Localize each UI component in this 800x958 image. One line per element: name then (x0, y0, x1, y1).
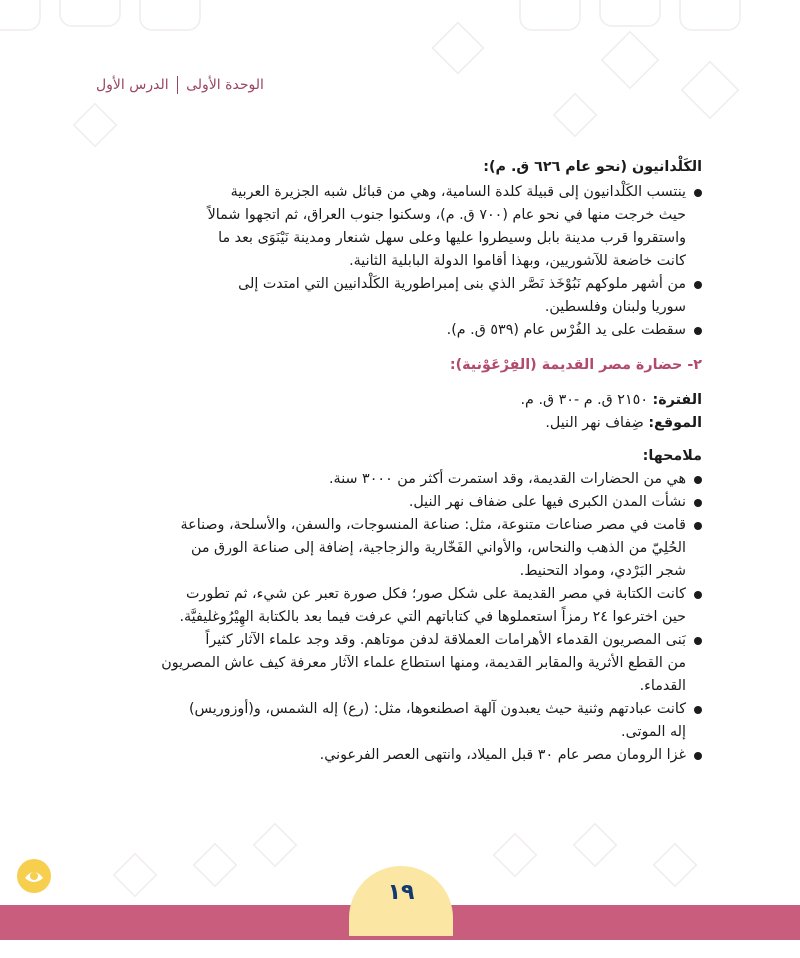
features-label: ملامحها: (642, 448, 702, 464)
text-line: كانت عبادتهم وثنية حيث يعبدون آلهة اصطنعوها، مثل: (رع) إله الشمس، و(أوزوريس) (188, 701, 686, 717)
text-line: غزا الرومان مصر عام ٣٠ قبل الميلاد، وانتهى العصر الفرعوني. (319, 747, 686, 763)
text-line: من أشهر ملوكهم نَبُوْخَذ نَصَّر الذي بنى إمبراطورية الكَلْدانيين التي امتدت إلى (238, 276, 686, 292)
page-content (94, 156, 702, 767)
text-line: سقطت على يد الفُرْس عام (٥٣٩ ق. م). (446, 322, 686, 338)
text-line: سوريا ولبنان وفلسطين. (544, 299, 686, 315)
bullet-chaldeans-origin (94, 181, 702, 273)
egypt-location (94, 412, 702, 435)
page-number: ١٩ (387, 880, 415, 905)
text-line: واستقروا قرب مدينة بابل وسيطروا عليها وعلى سهل شنعار ومدينة نَيْنَوَى بعد ما (218, 230, 686, 246)
text-line: حيث خرجت منها في نحو عام (٧٠٠ ق. م)، وسكنوا جنوب العراق، ثم اتجهوا شمالاً (207, 207, 686, 223)
bullet-feature-1 (94, 468, 702, 491)
publisher-logo-icon (14, 856, 54, 896)
header-separator (177, 76, 179, 94)
egypt-section-heading: ٢- حضارة مصر القديمة (الفِرْعَوْنية): (449, 357, 702, 373)
text-line: شجر البَرْدي، ومواد التحنيط. (519, 563, 686, 579)
egypt-period (94, 389, 702, 412)
text-line: نشأت المدن الكبرى فيها على ضفاف نهر النيل. (408, 494, 686, 510)
location-value: ضِفاف نهر النيل. (545, 415, 644, 431)
text-line: الحُلِيّ من الذهب والنحاس، والأواني الفَخّارية والزجاجية، إضافة إلى صناعة الورق من (190, 540, 686, 556)
text-line: قامت في مصر صناعات متنوعة، مثل: صناعة المنسوجات، والسفن، والأسلحة، وصناعة (180, 517, 686, 533)
text-line: ينتسب الكَلْدانيون إلى قبيلة كلدة السامية، وهي من قبائل شبه الجزيرة العربية (230, 184, 686, 200)
period-label: الفترة: (652, 392, 702, 408)
period-value: ٢١٥٠ ق. م -٣٠ ق. م. (520, 392, 648, 408)
text-line: كانت الكتابة في مصر القديمة على شكل صور؛ فكل صورة تعبر عن شيء، ثم تطورت (185, 586, 686, 602)
bullet-feature-2 (94, 491, 702, 514)
text-line: هي من الحضارات القديمة، وقد استمرت أكثر من ٣٠٠٠ سنة. (328, 471, 686, 487)
chaldeans-heading: الكَلْدانيون (نحو عام ٦٢٦ ق. م): (483, 159, 702, 175)
location-label: الموقع: (648, 415, 702, 431)
text-line: كانت خاضعة للآشوريين، وبهذا أقاموا الدولة البابلية الثانية. (349, 253, 686, 269)
text-line: حين اخترعوا ٢٤ رمزاً استعملوها في كتاباتهم التي عرفت فيما بعد بالكتابة الهِيْرُوغليفيَّة. (179, 609, 686, 625)
text-line: القدماء. (639, 678, 686, 694)
bullet-feature-7 (94, 744, 702, 767)
text-line: إله الموتى. (621, 724, 686, 740)
text-line: بَنى المصريون القدماء الأهرامات العملاقة لدفن موتاهم. وقد وجد علماء الآثار كثيراً (205, 632, 686, 648)
bullet-feature-5 (94, 629, 702, 698)
bullet-feature-3 (94, 514, 702, 583)
unit-title: الوحدة الأولى (186, 77, 264, 93)
running-header (96, 76, 264, 94)
bullet-chaldeans-kings (94, 273, 702, 319)
text-line: من القطع الأثرية والمقابر القديمة، ومنها استطاع علماء الآثار معرفة كيف عاش المصريون (161, 655, 686, 671)
page-number-badge (349, 866, 453, 936)
bullet-feature-4 (94, 583, 702, 629)
lesson-title: الدرس الأول (96, 77, 169, 93)
bullet-feature-6 (94, 698, 702, 744)
bullet-chaldeans-fall (94, 319, 702, 342)
